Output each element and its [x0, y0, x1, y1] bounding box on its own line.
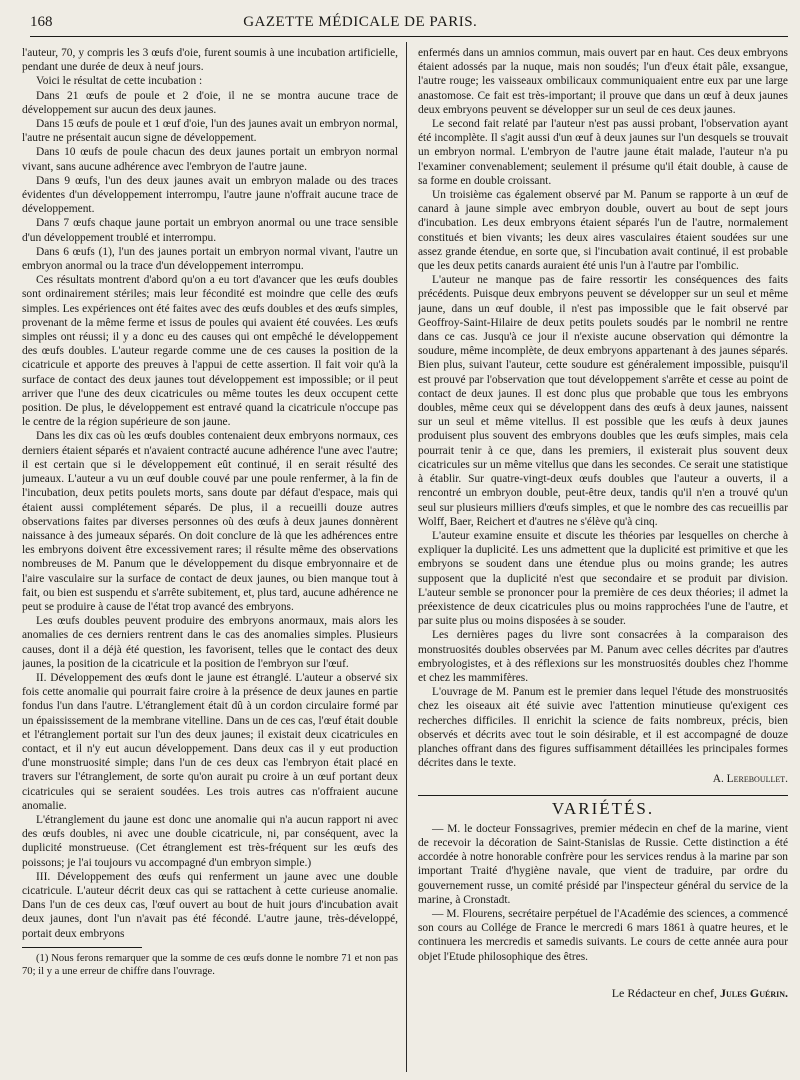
- paragraph: Voici le résultat de cette incubation :: [36, 75, 203, 88]
- editor-line: [418, 986, 788, 1000]
- paragraph: II. Développement des œufs dont le jaune est étranglé. L'auteur a observé six fois cette anomalie qui pourrait faire croire à la présence de deux jaunes en partie fondus l'un dans l'autre. L'étranglement était dû à un cordon circulaire formé par un épaississement de la membrane vitelline. Dans un de ces cas, l'œuf était double et l'étranglement portait sur l'un des deux jaunes; il existait deux cicatricules en contact, et il n'y eut aucun développement. Dans deux cas il y eut production d'une monstruosité simple; dans l'un de ces deux cas l'embryon était placé en travers sur l'étranglement, de sorte qu'on aurait pu croire à un œuf portant deux cicatricules qui se seraient soudées. Les trois autres cas n'offraient aucune anomalie.: [22, 671, 398, 812]
- right-column: [418, 46, 788, 1080]
- news-item: — M. le docteur Fonssagrives, premier médecin en chef de la marine, vient de recevoir la décoration de Saint-Stanislas de Russie. Cette distinction a été accordée à notre honorable confrère pour les services rendus à la marine par son important Traité d'hygiène navale, que vient de traduire, par ordre du gouvernement russe, un comité présidé par l'inspecteur général du service de la marine, à Cronstadt.: [418, 822, 788, 906]
- news-item: — M. Flourens, secrétaire perpétuel de l'Académie des sciences, a commencé son cours au Collége de France le mercredi 6 mars 1861 à quatre heures, et le continuera les mercredis et samedis suivants. Le cours de cette année aura pour objet l'Etude philosophique des êtres.: [418, 907, 788, 963]
- paragraph: L'étranglement du jaune est donc une anomalie qui n'a aucun rapport ni avec des œufs doubles, ni avec une double cicatricule, ni, par conséquent, avec la duplicité monstrueuse. (Cet étranglement est très-fréquent sur les œufs des poissons; je l'ai toujours vu accompagné d'un embryon simple.): [22, 813, 398, 869]
- editor-label: Le Rédacteur en chef,: [611, 985, 717, 1000]
- paragraph: III. Développement des œufs qui renferment un jaune avec une double cicatricule. L'auteur décrit deux cas qui se rattachent à cette curieuse anomalie. Dans l'un de ces deux cas, l'œuf ouvert au bout de huit jours d'incubation avait deux jaunes, dont l'un n'avait pas été fécondé. L'autre jaune, très-développé, portait deux embryons: [22, 870, 398, 940]
- section-rule: [418, 795, 788, 796]
- footnote-rule: [22, 947, 142, 948]
- paragraph: Ces résultats montrent d'abord qu'on a eu tort d'avancer que les œufs doubles sont ordinairement stériles; mais leur fécondité est moindre que celle des œufs simples. Les expériences ont été faites avec des œufs doubles et des œufs simples, provenant de la même ferme et issus de poules qui avaient été couvées. Les œufs simples ont réussi; il y a donc eu des causes qui ont empêché le développement des œufs doubles. L'auteur regarde comme une de ces causes la position de la cicatricule et apporte des preuves à l'appui de cette assertion. Il fait voir qu'à la surface de contact des deux jaunes tout développement est impossible; or il peut arriver que l'une des deux cicatricules ou même toutes les deux occupent cette position. De plus, le développement est entravé quand la cicatricule n'occupe pas le centre de la région supérieure de son jaune.: [22, 274, 398, 429]
- paragraph: L'auteur examine ensuite et discute les théories par lesquelles on cherche à expliquer la duplicité. Les uns admettent que la duplicité est primitive et que les embryons se soudent dans une étendue plus ou moins grande; les autres supposent que la duplicité n'est que secondaire et se produit par division. L'auteur semble se prononcer pour la première de ces deux théories; il admet la préexistence de deux cicatricules plus ou moins rapprochées l'une de l'autre, et par suite plus ou moins disposées à se souder.: [418, 529, 788, 628]
- editor-name: Jules Guérin.: [719, 985, 788, 1000]
- paragraph: Dans 15 œufs de poule et 1 œuf d'oie, l'un des jaunes avait un embryon normal, l'autre ne présentait aucun signe de développement.: [22, 118, 398, 145]
- paragraph: Le second fait relaté par l'auteur n'est pas aussi probant, l'observation ayant été incomplète. Il s'agit aussi d'un œuf à deux jaunes sur l'un desquels se trouvait un embryon normal. L'embryon de l'autre jaune était malade, l'auteur n'a pu l'examiner convenablement; seulement il présume qu'il était double, à cause de sa forme en double croissant.: [418, 118, 788, 187]
- paragraph: Les œufs doubles peuvent produire des embryons anormaux, mais alors les anomalies de ces derniers rentrent dans le cas des anomalies simples. Plusieurs causes, dont il a déjà été question, les favorisent, telles que le contact des deux jaunes, la position de la cicatricule et la position de l'embryon sur l'œuf.: [22, 615, 398, 670]
- left-column: [22, 46, 398, 1080]
- author-signature: A. Lereboullet.: [712, 773, 788, 786]
- paragraph: Dans 7 œufs chaque jaune portait un embryon anormal ou une trace sensible d'un développement troublé et interrompu.: [22, 217, 398, 244]
- paragraph: Dans les dix cas où les œufs doubles contenaient deux embryons normaux, ces derniers étaient séparés et n'avaient contracté aucune adhérence l'une avec l'autre; il est certain que si le développement eût continué, il en serait résulté des jumeaux. L'auteur a vu un œuf double couvé par une poule renfermer, à la fin de l'incubation, deux petits poulets morts, sans doute par défaut d'espace, mais qui étaient aussi complétement séparés. De plus, il a recueilli douze autres observations faites par diverses personnes où des œufs à deux jaunes donnèrent naissance à des jumeaux séparés. On doit conclure de là que les adhérences entre les embryons doivent être excessivement rares; il résulte même des observations nombreuses de M. Panum que le développement du disque embryonnaire et de l'aire vasculaire sur la surface de contact de deux jaunes, ou bien manque tout à fait, ou bien est suspendu et s'arrête subitement, et, plus tard, aucune adhérence ne peut se produire à cause de l'état trop avancé des embryons.: [22, 430, 398, 613]
- section-title: VARIÉTÉS.: [551, 798, 655, 818]
- paragraph: l'auteur, 70, y compris les 3 œufs d'oie, furent soumis à une incubation artificielle, pendant une durée de deux à neuf jours.: [22, 47, 398, 74]
- paragraph: Dans 10 œufs de poule chacun des deux jaunes portait un embryon normal vivant, sans aucune adhérence avec l'embryon de l'autre jaune.: [22, 146, 398, 173]
- paragraph: Dans 9 œufs, l'un des deux jaunes avait un embryon malade ou des traces évidentes d'un développement interrompu, l'autre jaune n'offrait aucune trace de développement.: [22, 174, 398, 216]
- page-header: [30, 14, 788, 37]
- page-number: 168: [30, 14, 53, 30]
- paragraph: Un troisième cas également observé par M. Panum se rapporte à un œuf de canard à jaune simple avec embryon double, ouvert au bout de sept jours d'incubation. Les deux embryons étaient séparés l'un de l'autre, normalement constitués et bien vivants; les deux aires vasculaires étaient soudées sur une assez grande étendue, en sorte que, si l'incubation avait continué, il est probable que les deux petits canards auraient été unis l'un à l'autre par l'ombilic.: [418, 189, 788, 273]
- paragraph: Les dernières pages du livre sont consacrées à la comparaison des monstruosités doubles observées par M. Panum avec celles décrites par d'autres embryologistes, et à des réflexions sur les monstruosités doubles chez l'homme et chez les mammifères.: [418, 629, 788, 684]
- paragraph: enfermés dans un amnios commun, mais ouvert par en haut. Ces deux embryons étaient adossés par la nuque, mais non soudés; l'un d'eux était pâle, exsangue, l'autre rouge; les vaisseaux ombilicaux communiquaient entre eux par une large anastomose. Ce fait est très-important; il prouve que dans un œuf à deux jaunes deux embryons peuvent se développer sur un seul de ces deux jaunes.: [418, 47, 788, 116]
- paragraph: Dans 21 œufs de poule et 2 d'oie, il ne se montra aucune trace de développement sur aucun des deux jaunes.: [22, 89, 398, 116]
- paragraph: L'ouvrage de M. Panum est le premier dans lequel l'étude des monstruosités chez les oiseaux ait été suivie avec l'attention minutieuse qu'exigent ces recherches difficiles. Il enrichit la science de faits nombreux, précis, bien observés et décrits avec tout le soin désirable, et il est accompagné de douze planches offrant dans des figures suffisamment détaillées les principales formes décrites dans le texte.: [418, 686, 788, 770]
- journal-title: GAZETTE MÉDICALE DE PARIS.: [243, 14, 478, 30]
- paragraph: Dans 6 œufs (1), l'un des jaunes portait un embryon normal vivant, l'autre un embryon anormal ou la trace d'un développement interrompu.: [22, 245, 398, 273]
- footnote: (1) Nous ferons remarquer que la somme de ces œufs donne le nombre 71 et non pas 70; il y a une erreur de chiffre dans l'ouvrage.: [22, 952, 398, 977]
- column-divider: [406, 42, 407, 1072]
- paragraph: L'auteur ne manque pas de faire ressortir les conséquences des faits précédents. Puisque deux embryons peuvent se développer sur un seul et même jaune, dans un œuf double, il n'est pas impossible que le fait observé par Geoffroy-Saint-Hilaire de deux petits poulets soudés par le nombril ne rentre dans ce cas. Jusqu'à ce jour il n'existe aucune observation qui démontre la soudure, même incomplète, de deux embryons appartenant à des jaunes séparés. Bien plus, suivant l'auteur, cette soudure est généralement impossible, puisqu'il est prouvé par l'observation que tout développement s'arrête et cesse au point de contact de deux jaunes. Il est donc plus que probable que tous les embryons doubles, même ceux qui se développent dans des œufs à deux jaunes, naissent sur un seul et même vitellus. Il est possible que les œufs à deux jaunes produisent plus souvent des embryons doubles que les œufs simples, mais cela pourrait tenir à ce que, dans les premiers, il existerait plus souvent deux cicatricules sur un même vitellus que dans les secondes. Ce serait une statistique à établir. Sur quatre-vingt-deux œufs doubles que l'auteur a ouverts, il a rencontré un embryon double, peut-être deux, tandis qu'il n'en a trouvé qu'un seul sur plusieurs milliers d'œufs simples, et que le nombre des cas recueillis par Wolff, Baer, Reichert et d'autres ne s'élève qu'à cinq.: [418, 274, 788, 528]
